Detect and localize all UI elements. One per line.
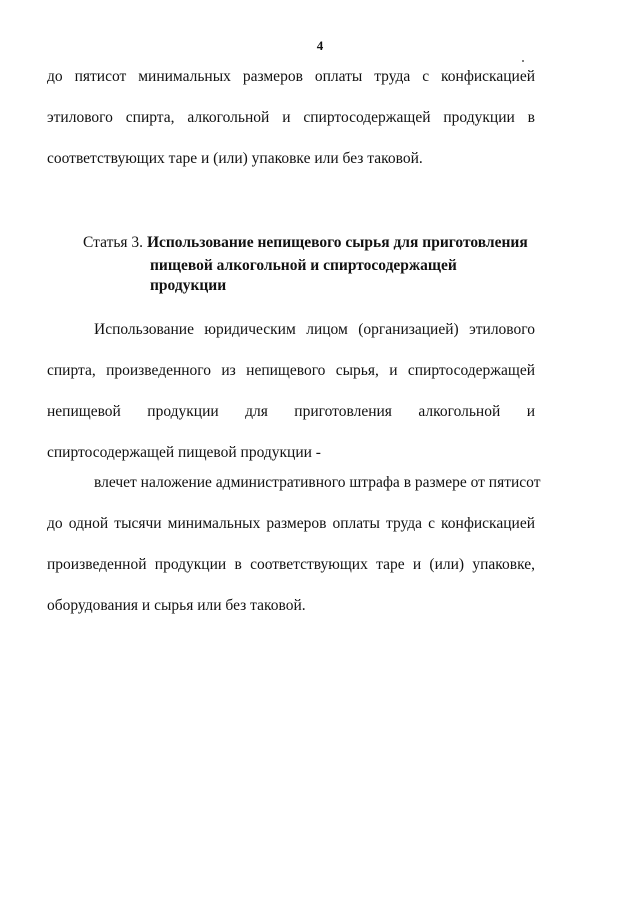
text-line: оборудования и сырья или без таковой. [47,597,306,614]
text-line: влечет наложение административного штрафа в размере от пятисот [94,474,541,491]
text-line: непищевой продукции для приготовления алкогольной и [47,403,535,420]
text-line: Использование юридическим лицом (организацией) этилового [94,321,535,338]
page-number: 4 [316,38,324,53]
article-paragraph-1 [47,319,535,483]
text-line: спирта, произведенного из непищевого сырья, и спиртосодержащей [47,362,535,379]
text-line: спиртосодержащей пищевой продукции - [47,444,321,461]
text-line: произведенной продукции в соответствующих таре и (или) упаковке, [47,556,535,573]
text-line: до пятисот минимальных размеров оплаты труда с конфискацией [47,68,535,85]
text-line: этилового спирта, алкогольной и спиртосодержащей продукции в [47,109,535,126]
continuation-paragraph [47,66,535,189]
scan-speck [522,60,524,62]
article-title-line2: пищевой алкогольной и спиртосодержащей продукции [150,257,457,294]
article-title-line1: Использование непищевого сырья для приготовления [146,234,528,251]
article-paragraph-2 [47,472,541,636]
article-label: Статья 3. [83,234,144,251]
text-line: до одной тысячи минимальных размеров оплаты труда с конфискацией [47,515,535,532]
article-heading [83,233,535,296]
text-line: соответствующих таре и (или) упаковке или без таковой. [47,150,423,167]
